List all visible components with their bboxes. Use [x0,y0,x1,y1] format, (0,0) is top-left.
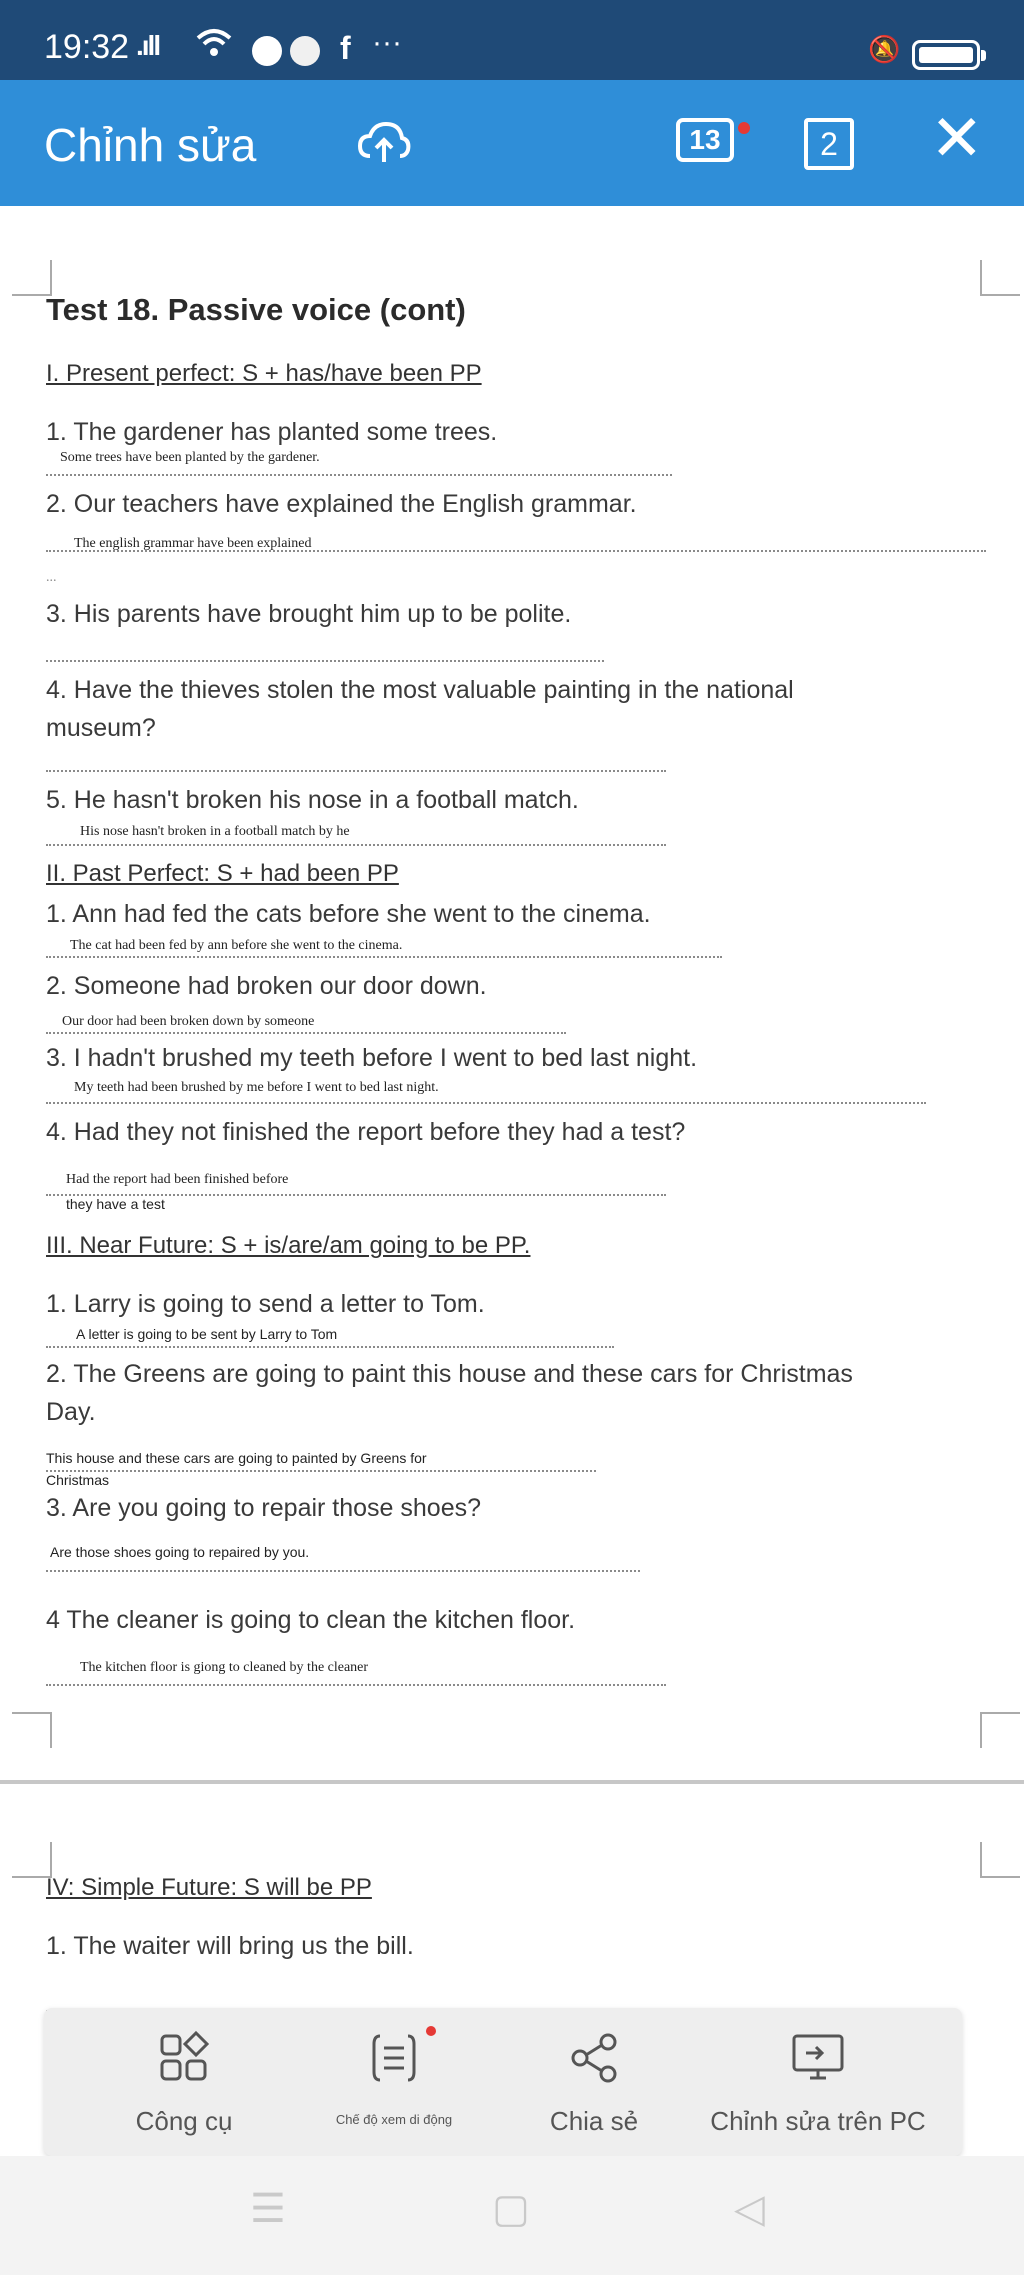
share-label: Chia sẻ [549,2106,639,2136]
wifi-icon [196,28,232,58]
question-text: 1. The gardener has planted some trees. [46,418,498,446]
battery-icon [912,40,980,70]
answer-line [46,660,604,662]
answer-text[interactable]: The cat had been fed by ann before she went to the cinema. [70,938,403,953]
tools-button[interactable] [84,2008,284,2156]
notification-dot [738,122,750,134]
answer-text[interactable]: Had the report had been finished before [66,1172,289,1187]
status-time: 19:32 [44,28,130,66]
ticket-label: 13 [689,124,721,155]
share-button[interactable] [504,2008,684,2156]
answer-line [46,474,672,476]
document-title: Test 18. Passive voice (cont) [46,292,466,327]
signal-icon: .ıll [136,30,160,61]
status-bar [0,0,1024,80]
edit-on-pc-label: Chỉnh sửa trên PC [710,2106,926,2136]
close-icon[interactable]: ✕ [930,102,984,174]
mobile-view-button[interactable] [294,2008,494,2156]
answer-line [46,1570,640,1572]
page-corner-mark [12,1842,52,1878]
answer-text-continued[interactable]: Christmas [46,1472,110,1488]
bottom-toolbar [44,2008,962,2156]
question-text-continued: museum? [46,714,156,742]
mobile-view-label: Chế độ xem di động [335,2112,453,2127]
question-text: 4. Had they not finished the report before they had a test? [46,1118,686,1146]
edit-on-pc-button[interactable] [694,2008,942,2156]
section-heading: II. Past Perfect: S + had been PP [46,860,399,887]
answer-line [46,550,986,552]
answer-text[interactable]: Some trees have been planted by the gardener. [60,450,320,465]
app-icon [290,36,320,66]
answer-text[interactable]: My teeth had been brushed by me before I went to bed last night. [74,1080,439,1095]
question-text: 3. I hadn't brushed my teeth before I went to bed last night. [46,1044,698,1072]
page-corner-mark [12,260,52,296]
question-text: 3. His parents have brought him up to be polite. [46,600,572,628]
mute-icon: 🔕 [868,34,901,64]
page-separator [0,1780,1024,1784]
tools-icon [154,2028,214,2088]
question-text: 2. The Greens are going to paint this house and these cars for Christmas [46,1360,853,1388]
page-corner-mark [980,1712,1020,1748]
page-corner-mark [980,1842,1020,1878]
answer-text[interactable]: His nose hasn't broken in a football match by he [80,824,350,839]
question-text: 2. Someone had broken our door down. [46,972,487,1000]
question-text: 4 The cleaner is going to clean the kitchen floor. [46,1606,576,1634]
answer-extra: ... [46,570,57,585]
question-text: 1. Larry is going to send a letter to Tom. [46,1290,485,1318]
home-nav-icon[interactable]: ▢ [492,2187,530,2231]
back-nav-icon[interactable]: ◁ [734,2187,765,2231]
ticket-icon[interactable] [676,118,734,162]
page-corner-mark [980,260,1020,296]
answer-text[interactable]: A letter is going to be sent by Larry to Tom [76,1326,338,1342]
question-text-continued: Day. [46,1398,96,1426]
more-notifications-icon: ··· [372,26,402,59]
question-text: 1. The waiter will bring us the bill. [46,1932,414,1960]
answer-text[interactable]: This house and these cars are going to painted by Greens for [46,1450,427,1466]
notification-dot [426,2026,436,2036]
answer-line [46,1032,566,1034]
share-icon [564,2028,624,2088]
answer-text[interactable]: The english grammar have been explained [74,536,312,551]
question-text: 4. Have the thieves stolen the most valuable painting in the national [46,676,794,704]
answer-text[interactable]: Our door had been broken down by someone [62,1014,315,1029]
answer-line [46,1684,666,1686]
app-bar [0,80,1024,206]
menu-nav-icon[interactable]: ☰ [250,2187,286,2231]
section-heading: I. Present perfect: S + has/have been PP [46,360,482,387]
facebook-icon: f [340,30,351,66]
mobile-view-icon [364,2028,424,2088]
question-text: 2. Our teachers have explained the English grammar. [46,490,637,518]
messenger-icon [252,36,282,66]
answer-text-continued[interactable]: they have a test [66,1196,165,1212]
question-text: 3. Are you going to repair those shoes? [46,1494,482,1522]
answer-line [46,956,722,958]
page-count-button[interactable]: 2 [804,118,854,170]
edit-on-pc-icon [788,2028,848,2088]
section-heading: IV: Simple Future: S will be PP [46,1874,372,1901]
app-title: Chỉnh sửa [44,119,257,171]
question-text: 1. Ann had fed the cats before she went to the cinema. [46,900,651,928]
answer-text[interactable]: Are those shoes going to repaired by you. [50,1544,310,1560]
answer-line [46,770,666,772]
tools-label: Công cụ [135,2106,233,2136]
answer-line [46,1470,596,1472]
question-text: 5. He hasn't broken his nose in a football match. [46,786,579,814]
answer-line [46,844,666,846]
cloud-upload-icon[interactable] [356,116,412,172]
navigation-bar [0,2156,1024,2275]
answer-line [46,1346,614,1348]
answer-text[interactable]: The kitchen floor is giong to cleaned by the cleaner [80,1660,369,1675]
answer-line [46,1102,926,1104]
page-corner-mark [12,1712,52,1748]
section-heading: III. Near Future: S + is/are/am going to be PP. [46,1232,531,1259]
